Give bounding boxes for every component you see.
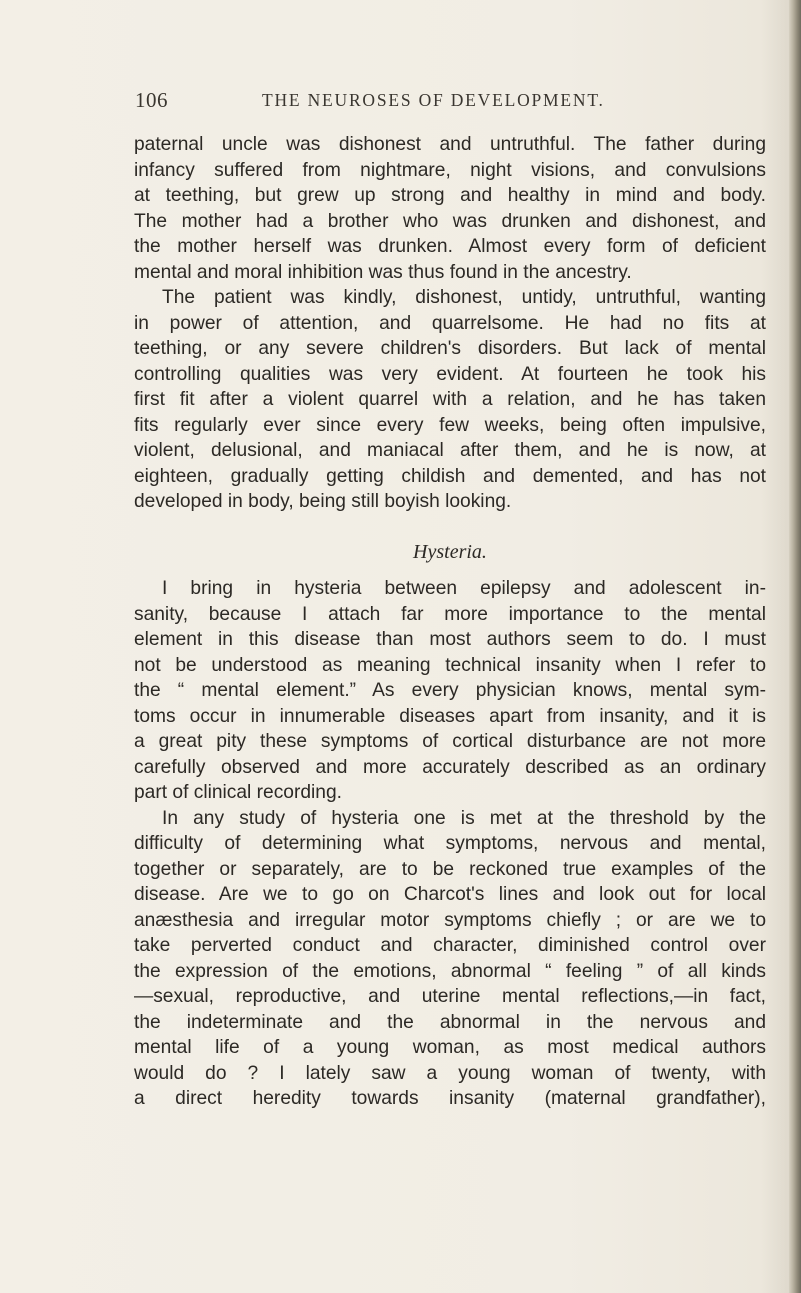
text-line: sanity, because I attach far more importance to the mental	[134, 603, 766, 625]
text-line: mental and moral inhibition was thus found in the ancestry.	[134, 261, 632, 283]
text-line: element in this disease than most authors seem to do. I must	[134, 629, 766, 650]
text-line: the indeterminate and the abnormal in the nervous and	[134, 1011, 766, 1033]
text-line: —sexual, reproductive, and uterine mental reflections,—in fact,	[134, 986, 766, 1007]
text-line: part of clinical recording.	[134, 782, 342, 803]
section-heading: Hysteria.	[413, 540, 487, 563]
page-edge-shadow	[789, 0, 801, 1293]
text-line: I bring in hysteria between epilepsy and adolescent in-	[162, 578, 766, 599]
text-line: carefully observed and more accurately described as an ordinary	[134, 756, 766, 778]
body-text	[134, 132, 766, 1112]
text-line: anæsthesia and irregular motor symptoms chiefly ; or are we to	[134, 909, 766, 931]
text-line: controlling qualities was very evident. At fourteen he took his	[134, 363, 766, 385]
paragraph-4	[134, 806, 766, 1112]
section-spacer	[134, 565, 766, 576]
text-line: toms occur in innumerable diseases apart from insanity, and it is	[134, 705, 766, 727]
paragraph-3	[134, 576, 766, 806]
text-line: teething, or any severe children's disorders. But lack of mental	[134, 338, 766, 359]
text-line: in power of attention, and quarrelsome. He had no fits at	[134, 312, 766, 334]
text-line: difficulty of determining what symptoms, nervous and mental,	[134, 833, 766, 854]
text-line: fits regularly ever since every few weeks, being often impulsive,	[134, 414, 766, 436]
text-line: take perverted conduct and character, diminished control over	[134, 935, 766, 956]
running-title: THE NEUROSES OF DEVELOPMENT.	[262, 90, 605, 110]
text-line: together or separately, are to be reckoned true examples of the	[134, 858, 766, 880]
text-line: eighteen, gradually getting childish and demented, and has not	[134, 465, 766, 487]
running-head	[0, 88, 801, 118]
page-number: 106	[135, 88, 168, 112]
text-line: disease. Are we to go on Charcot's lines and look out for local	[134, 884, 766, 905]
paragraph-1	[134, 132, 766, 285]
text-line: not be understood as meaning technical insanity when I refer to	[134, 654, 766, 676]
section-spacer	[134, 515, 766, 540]
text-line: the mother herself was drunken. Almost every form of deficient	[134, 236, 766, 257]
text-line: The mother had a brother who was drunken and dishonest, and	[134, 210, 766, 232]
text-line: first fit after a violent quarrel with a relation, and he has taken	[134, 389, 766, 410]
text-line: a direct heredity towards insanity (maternal grandfather),	[134, 1088, 766, 1109]
text-line: would do ? I lately saw a young woman of twenty, with	[134, 1062, 766, 1084]
text-line: a great pity these symptoms of cortical disturbance are not more	[134, 731, 766, 752]
text-line: at teething, but grew up strong and healthy in mind and body.	[134, 185, 766, 206]
text-line: developed in body, being still boyish looking.	[134, 491, 512, 512]
text-line: the “ mental element.” As every physician knows, mental sym-	[134, 680, 766, 701]
text-line: In any study of hysteria one is met at the threshold by the	[162, 807, 766, 829]
text-line: mental life of a young woman, as most medical authors	[134, 1037, 766, 1058]
text-line: infancy suffered from nightmare, night visions, and convulsions	[134, 159, 766, 181]
text-line: violent, delusional, and maniacal after them, and he is now, at	[134, 440, 766, 461]
text-line: paternal uncle was dishonest and untruthful. The father during	[134, 134, 766, 155]
text-line: the expression of the emotions, abnormal “ feeling ” of all kinds	[134, 960, 766, 982]
paragraph-2	[134, 285, 766, 515]
text-line: The patient was kindly, dishonest, untidy, untruthful, wanting	[162, 287, 766, 308]
